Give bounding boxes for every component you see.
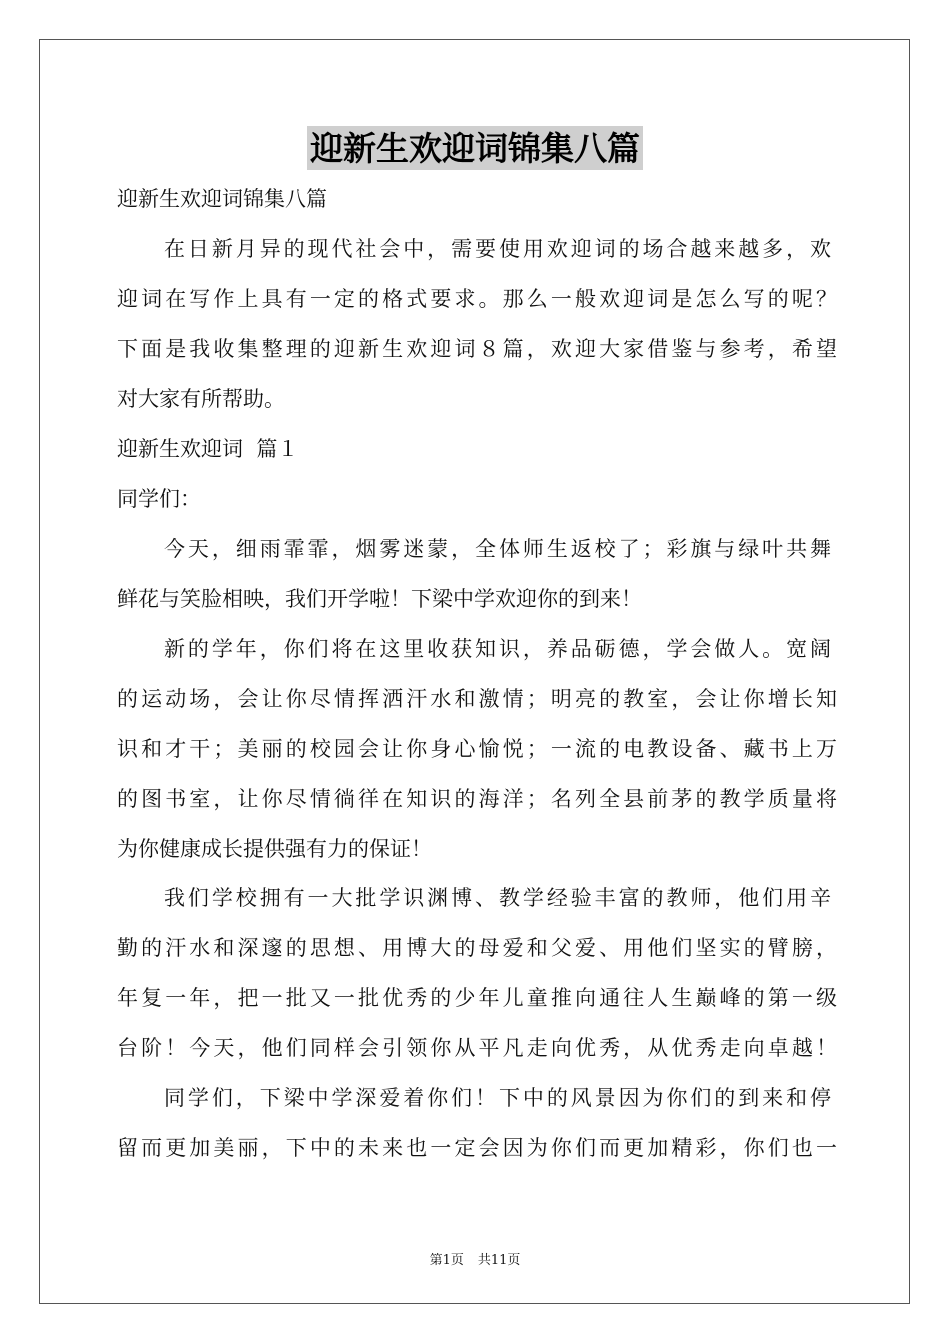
paragraph-line: 的图书室，让你尽情徜徉在知识的海洋；名列全县前茅的教学质量将: [117, 787, 837, 811]
paragraph-line: 下面是我收集整理的迎新生欢迎词８篇，欢迎大家借鉴与参考，希望: [117, 337, 837, 361]
paragraph-line: 为你健康成长提供强有力的保证！: [117, 837, 432, 861]
document-title: 迎新生欢迎词锦集八篇: [307, 126, 643, 170]
paragraph-line: 台阶！今天，他们同样会引领你从平凡走向优秀，从优秀走向卓越！: [117, 1036, 837, 1060]
title-container: [0, 126, 950, 170]
paragraph-line: 迎词在写作上具有一定的格式要求。那么一般欢迎词是怎么写的呢？: [117, 287, 837, 311]
page-footer: [0, 1249, 950, 1268]
paragraph-line: 在日新月异的现代社会中，需要使用欢迎词的场合越来越多，欢: [164, 237, 831, 261]
paragraph-line: 新的学年，你们将在这里收获知识，养品砺德，学会做人。宽阔: [164, 637, 831, 661]
paragraph-line: 识和才干；美丽的校园会让你身心愉悦；一流的电教设备、藏书上万: [117, 737, 837, 761]
paragraph-line: 对大家有所帮助。: [117, 387, 285, 411]
paragraph-line: 年复一年，把一批又一批优秀的少年儿童推向通往人生巅峰的第一级: [117, 986, 837, 1010]
paragraph-line: 今天，细雨霏霏，烟雾迷蒙，全体师生返校了；彩旗与绿叶共舞: [164, 537, 831, 561]
subtitle-line: 迎新生欢迎词锦集八篇: [117, 187, 327, 211]
section-heading: 迎新生欢迎词 篇１: [117, 437, 299, 461]
page-total: 共11页: [477, 1253, 521, 1268]
salutation: 同学们：: [117, 487, 201, 511]
paragraph-line: 我们学校拥有一大批学识渊博、教学经验丰富的教师，他们用辛: [164, 886, 831, 910]
paragraph-line: 的运动场，会让你尽情挥洒汗水和激情；明亮的教室，会让你增长知: [117, 687, 837, 711]
paragraph-line: 勤的汗水和深邃的思想、用博大的母爱和父爱、用他们坚实的臂膀，: [117, 936, 837, 960]
paragraph-line: 同学们，下梁中学深爱着你们！下中的风景因为你们的到来和停: [164, 1086, 831, 1110]
page-border: [39, 39, 910, 1304]
page-number: 第1页: [429, 1253, 464, 1268]
paragraph-line: 鲜花与笑脸相映，我们开学啦！下梁中学欢迎你的到来！: [117, 587, 642, 611]
paragraph-line: 留而更加美丽，下中的未来也一定会因为你们而更加精彩，你们也一: [117, 1136, 837, 1160]
